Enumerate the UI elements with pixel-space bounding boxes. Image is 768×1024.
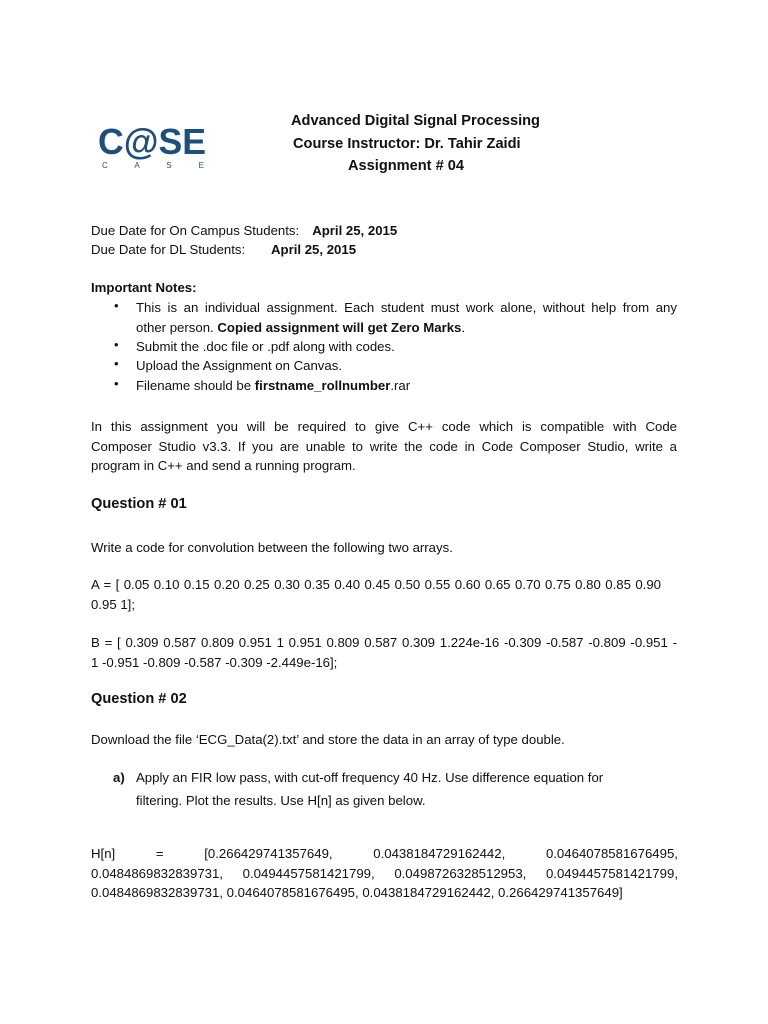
intro-line-1: In this assignment you will be required to give C++ code which is compatible with Code bbox=[91, 419, 677, 434]
intro-line-2: Composer Studio v3.3. If you are unable to write the code in Code Composer Studio, write a bbox=[91, 438, 677, 454]
course-instructor: Course Instructor: Dr. Tahir Zaidi bbox=[293, 136, 521, 152]
hn-row-3: 0.0484869832839731, 0.0464078581676495, 0.0438184729162442, 0.266429741357649] bbox=[91, 885, 623, 900]
due-dl-label: Due Date for DL Students: bbox=[91, 242, 246, 257]
note-1-emphasis: Copied assignment will get Zero Marks bbox=[217, 319, 462, 335]
note-2: Submit the .doc file or .pdf along with codes. bbox=[136, 339, 395, 354]
note-1 bbox=[136, 298, 677, 337]
part-a-line-1: Apply an FIR low pass, with cut-off frequency 40 Hz. Use difference equation for bbox=[136, 770, 604, 785]
question-1-title: Question # 01 bbox=[91, 496, 187, 512]
due-dl bbox=[91, 240, 356, 260]
note-1-line-2-text: other person. bbox=[136, 319, 218, 335]
hn-row-2 bbox=[91, 864, 678, 884]
array-a bbox=[91, 575, 661, 614]
array-b-line-2: 1 -0.951 -0.809 -0.587 -0.309 -2.449e-16]; bbox=[91, 654, 338, 670]
hn-coef: 0.0464078581676495, bbox=[545, 846, 678, 861]
course-title: Advanced Digital Signal Processing bbox=[291, 113, 540, 129]
due-campus bbox=[91, 221, 397, 241]
array-a-line-2: 0.95 1]; bbox=[91, 596, 135, 612]
intro-line-3: program in C++ and send a running program. bbox=[91, 458, 356, 473]
hn-coef: 0.0484869832839731, bbox=[91, 865, 224, 881]
logo-sub-text: C A S E bbox=[102, 161, 204, 170]
due-campus-date: April 25, 2015 bbox=[312, 223, 398, 238]
hn-coef: [0.266429741357649, bbox=[204, 846, 333, 861]
case-logo bbox=[98, 124, 210, 170]
note-4 bbox=[136, 376, 677, 396]
part-a-line-2: filtering. Plot the results. Use H[n] as given below. bbox=[136, 793, 426, 808]
note-4-extension: .rar bbox=[390, 378, 411, 393]
due-dl-date: April 25, 2015 bbox=[271, 242, 357, 257]
question-1-prompt: Write a code for convolution between the following two arrays. bbox=[91, 540, 453, 555]
hn-coef: 0.0494457581421799, bbox=[242, 865, 375, 881]
filter-coefficients bbox=[91, 844, 678, 903]
logo-main-text: C@SE bbox=[98, 124, 206, 162]
array-b bbox=[91, 633, 677, 672]
bullet-icon: • bbox=[114, 337, 119, 352]
hn-coef: 0.0438184729162442, bbox=[373, 846, 506, 861]
hn-coef: 0.0494457581421799, bbox=[545, 865, 678, 881]
question-2-title: Question # 02 bbox=[91, 691, 187, 707]
hn-label: H[n] bbox=[91, 846, 116, 861]
array-b-line-1: B = [ 0.309 0.587 0.809 0.951 1 0.951 0.809 0.587 0.309 1.224e-16 -0.309 -0.587 -0.809 -0.951 - bbox=[91, 635, 677, 650]
question-2-prompt: Download the file ‘ECG_Data(2).txt’ and store the data in an array of type double. bbox=[91, 732, 565, 747]
hn-equals: = bbox=[155, 846, 164, 861]
hn-coef: 0.0498726328512953, bbox=[394, 865, 527, 881]
bullet-icon: • bbox=[114, 376, 119, 391]
note-1-line-1: This is an individual assignment. Each student must work alone, without help from any bbox=[136, 300, 677, 315]
bullet-icon: • bbox=[114, 356, 119, 371]
notes-heading: Important Notes: bbox=[91, 280, 197, 295]
bullet-icon: • bbox=[114, 298, 119, 313]
note-1-period: . bbox=[461, 319, 466, 335]
intro-paragraph bbox=[91, 417, 677, 476]
array-a-line-1: A = [ 0.05 0.10 0.15 0.20 0.25 0.30 0.35 0.40 0.45 0.50 0.55 0.60 0.65 0.70 0.75 0.80 0.85 0.90 bbox=[91, 577, 661, 592]
note-4-text: Filename should be bbox=[136, 378, 255, 393]
part-a-label: a) bbox=[113, 770, 125, 785]
hn-row-1 bbox=[91, 844, 678, 864]
assignment-number: Assignment # 04 bbox=[348, 158, 464, 174]
note-4-filename: firstname_rollnumber bbox=[254, 378, 391, 393]
due-campus-label: Due Date for On Campus Students: bbox=[91, 223, 300, 238]
note-3: Upload the Assignment on Canvas. bbox=[136, 358, 342, 373]
